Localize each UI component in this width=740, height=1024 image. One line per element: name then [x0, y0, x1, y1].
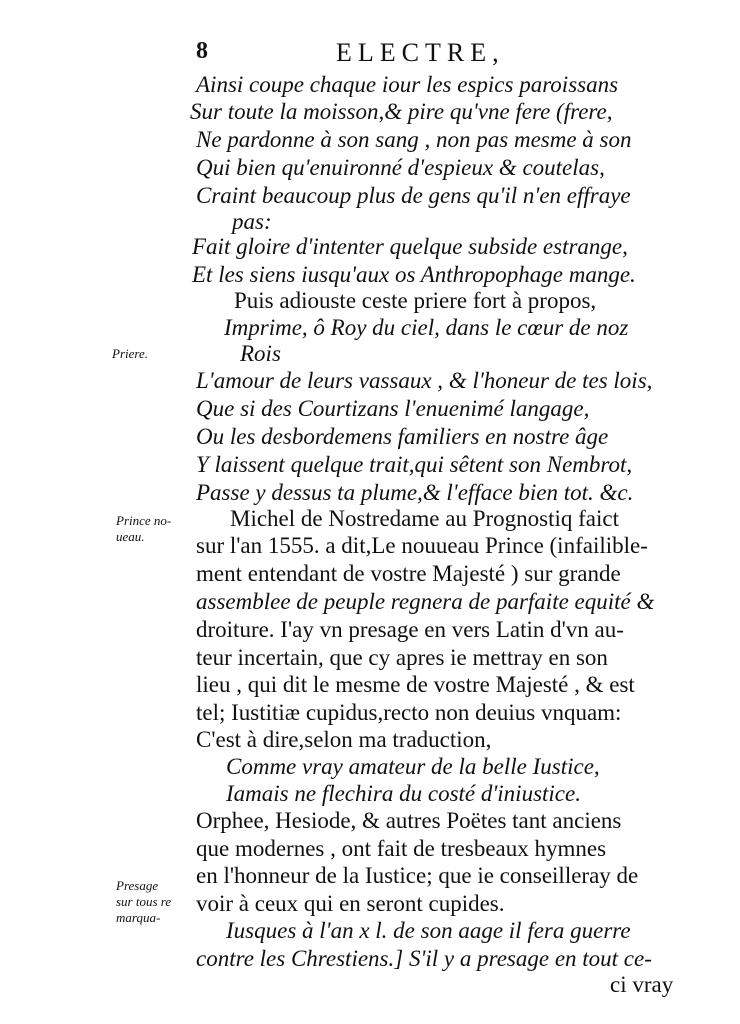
- text-line: Ainsi coupe chaque iour les espics paroissans: [196, 72, 619, 97]
- text-line: Y laissent quelque trait,qui sêtent son Nembrot,: [196, 452, 633, 477]
- text-line: Que si des Courtizans l'enuenimé langage,: [196, 396, 590, 421]
- text-line: pas:: [232, 209, 272, 234]
- margin-note-line: Prince no-: [116, 513, 172, 528]
- text-line: C'est à dire,selon ma traduction,: [196, 727, 492, 752]
- text-line: Et les siens iusqu'aux os Anthropophage mange.: [192, 262, 636, 287]
- margin-note-line: Priere.: [112, 346, 148, 361]
- text-line: ci vray: [610, 972, 674, 997]
- text-line: droiture. I'ay vn presage en vers Latin d'vn au-: [196, 617, 624, 642]
- text-line: Craint beaucoup plus de gens qu'il n'en effraye: [196, 183, 631, 208]
- running-title: ELECTRE,: [336, 38, 505, 67]
- text-line: Ne pardonne à son sang , non pas mesme à son: [196, 127, 632, 152]
- margin-note-presage: [116, 878, 171, 926]
- margin-note-line: Presage: [116, 878, 159, 893]
- margin-note-line: ueau.: [116, 529, 145, 544]
- text-line: Michel de Nostredame au Prognostiq faict: [230, 506, 619, 531]
- text-line: Puis adiouste ceste priere fort à propos,: [234, 288, 597, 313]
- text-line: que modernes , ont fait de tresbeaux hymnes: [196, 836, 607, 861]
- text-line: ment entendant de vostre Majesté ) sur grande: [196, 561, 621, 586]
- text-line: Comme vray amateur de la belle Iustice,: [226, 754, 600, 779]
- margin-note-line: marqua-: [116, 910, 161, 925]
- text-line: tel; Iustitiæ cupidus,recto non deuius vnquam:: [196, 700, 622, 725]
- text-line: Sur toute la moisson,& pire qu'vne fere (frere,: [190, 99, 613, 124]
- margin-note-priere: [112, 346, 148, 362]
- margin-note-line: sur tous re: [116, 894, 172, 909]
- text-line: lieu , qui dit le mesme de vostre Majesté , & est: [196, 672, 635, 697]
- page-number: 8: [196, 38, 208, 64]
- text-line: teur incertain, que cy apres ie mettray en son: [196, 645, 608, 670]
- text-line: Iamais ne flechira du costé d'iniustice.: [226, 781, 581, 806]
- text-line: sur l'an 1555. a dit,Le nouueau Prince (infailible-: [196, 533, 648, 558]
- text-line: Ou les desbordemens familiers en nostre âge: [196, 424, 609, 449]
- text-line: Iusques à l'an x l. de son aage il fera guerre: [226, 918, 631, 943]
- text-line: L'amour de leurs vassaux , & l'honeur de tes lois,: [196, 368, 653, 393]
- text-line: Passe y dessus ta plume,& l'efface bien tot. &c.: [196, 480, 634, 505]
- margin-note-prince-nouveau: [116, 513, 171, 545]
- text-line: voir à ceux qui en seront cupides.: [196, 891, 505, 916]
- text-line: assemblee de peuple regnera de parfaite equité &: [196, 589, 655, 614]
- text-line: Orphee, Hesiode, & autres Poëtes tant anciens: [196, 808, 622, 833]
- text-line: Fait gloire d'intenter quelque subside estrange,: [192, 234, 628, 259]
- text-line: Qui bien qu'enuironné d'espieux & coutelas,: [196, 155, 605, 180]
- text-line: en l'honneur de la Iustice; que ie conseilleray de: [196, 863, 639, 888]
- text-line: Rois: [240, 341, 281, 366]
- text-line: contre les Chrestiens.] S'il y a presage en tout ce-: [196, 946, 652, 971]
- text-line: Imprime, ô Roy du ciel, dans le cœur de noz: [224, 315, 629, 340]
- page-header: [196, 38, 676, 70]
